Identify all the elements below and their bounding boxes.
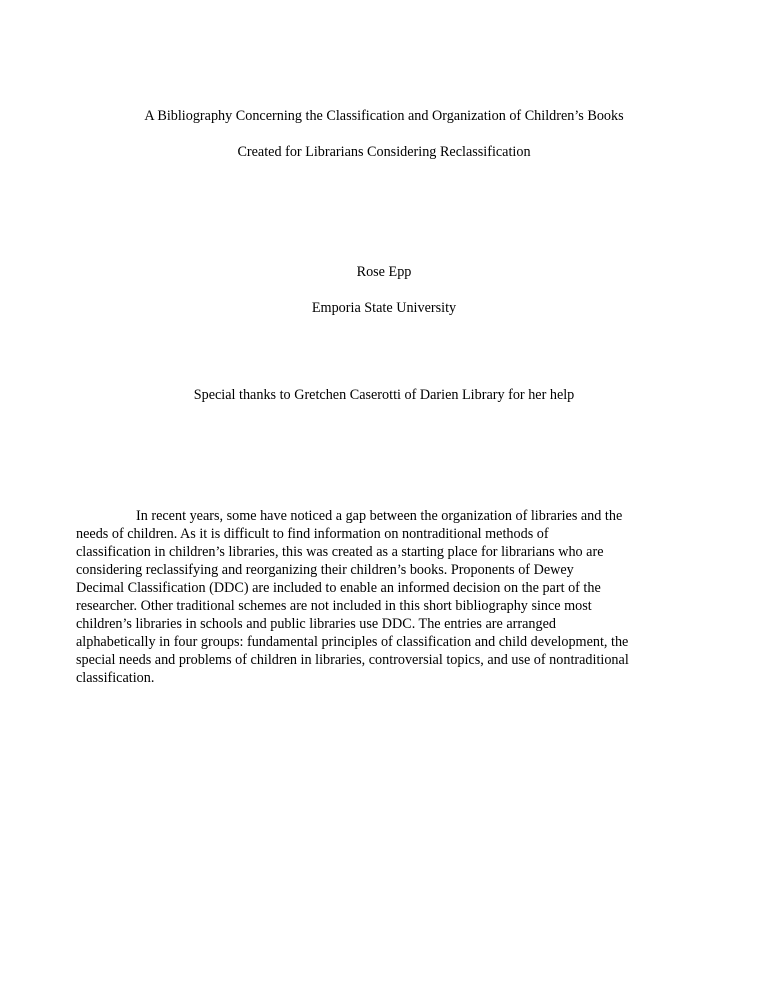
intro-line: In recent years, some have noticed a gap between the organization of libraries and the: [136, 508, 623, 524]
intro-line: classification in children’s libraries, this was created as a starting place for librarians who are: [76, 544, 604, 560]
intro-line: needs of children. As it is difficult to find information on nontraditional methods of: [76, 526, 549, 542]
intro-line: classification.: [76, 670, 155, 686]
author-name: Rose Epp: [356, 264, 412, 280]
acknowledgment: Special thanks to Gretchen Caserotti of Darien Library for her help: [193, 387, 575, 403]
intro-line: considering reclassifying and reorganizing their children’s books. Proponents of Dewey: [76, 562, 574, 578]
intro-line: Decimal Classification (DDC) are included to enable an informed decision on the part of the: [76, 580, 601, 596]
intro-line: children’s libraries in schools and public libraries use DDC. The entries are arranged: [76, 616, 556, 632]
intro-line: alphabetically in four groups: fundamental principles of classification and child development, the: [76, 634, 629, 650]
document-subtitle: Created for Librarians Considering Reclassification: [237, 144, 531, 160]
intro-line: researcher. Other traditional schemes are not included in this short bibliography since most: [76, 598, 592, 614]
intro-line: special needs and problems of children in libraries, controversial topics, and use of nontraditional: [76, 652, 629, 668]
document-title: A Bibliography Concerning the Classification and Organization of Children’s Books: [144, 108, 624, 124]
author-affiliation: Emporia State University: [311, 300, 457, 316]
intro-paragraph: [76, 507, 696, 687]
